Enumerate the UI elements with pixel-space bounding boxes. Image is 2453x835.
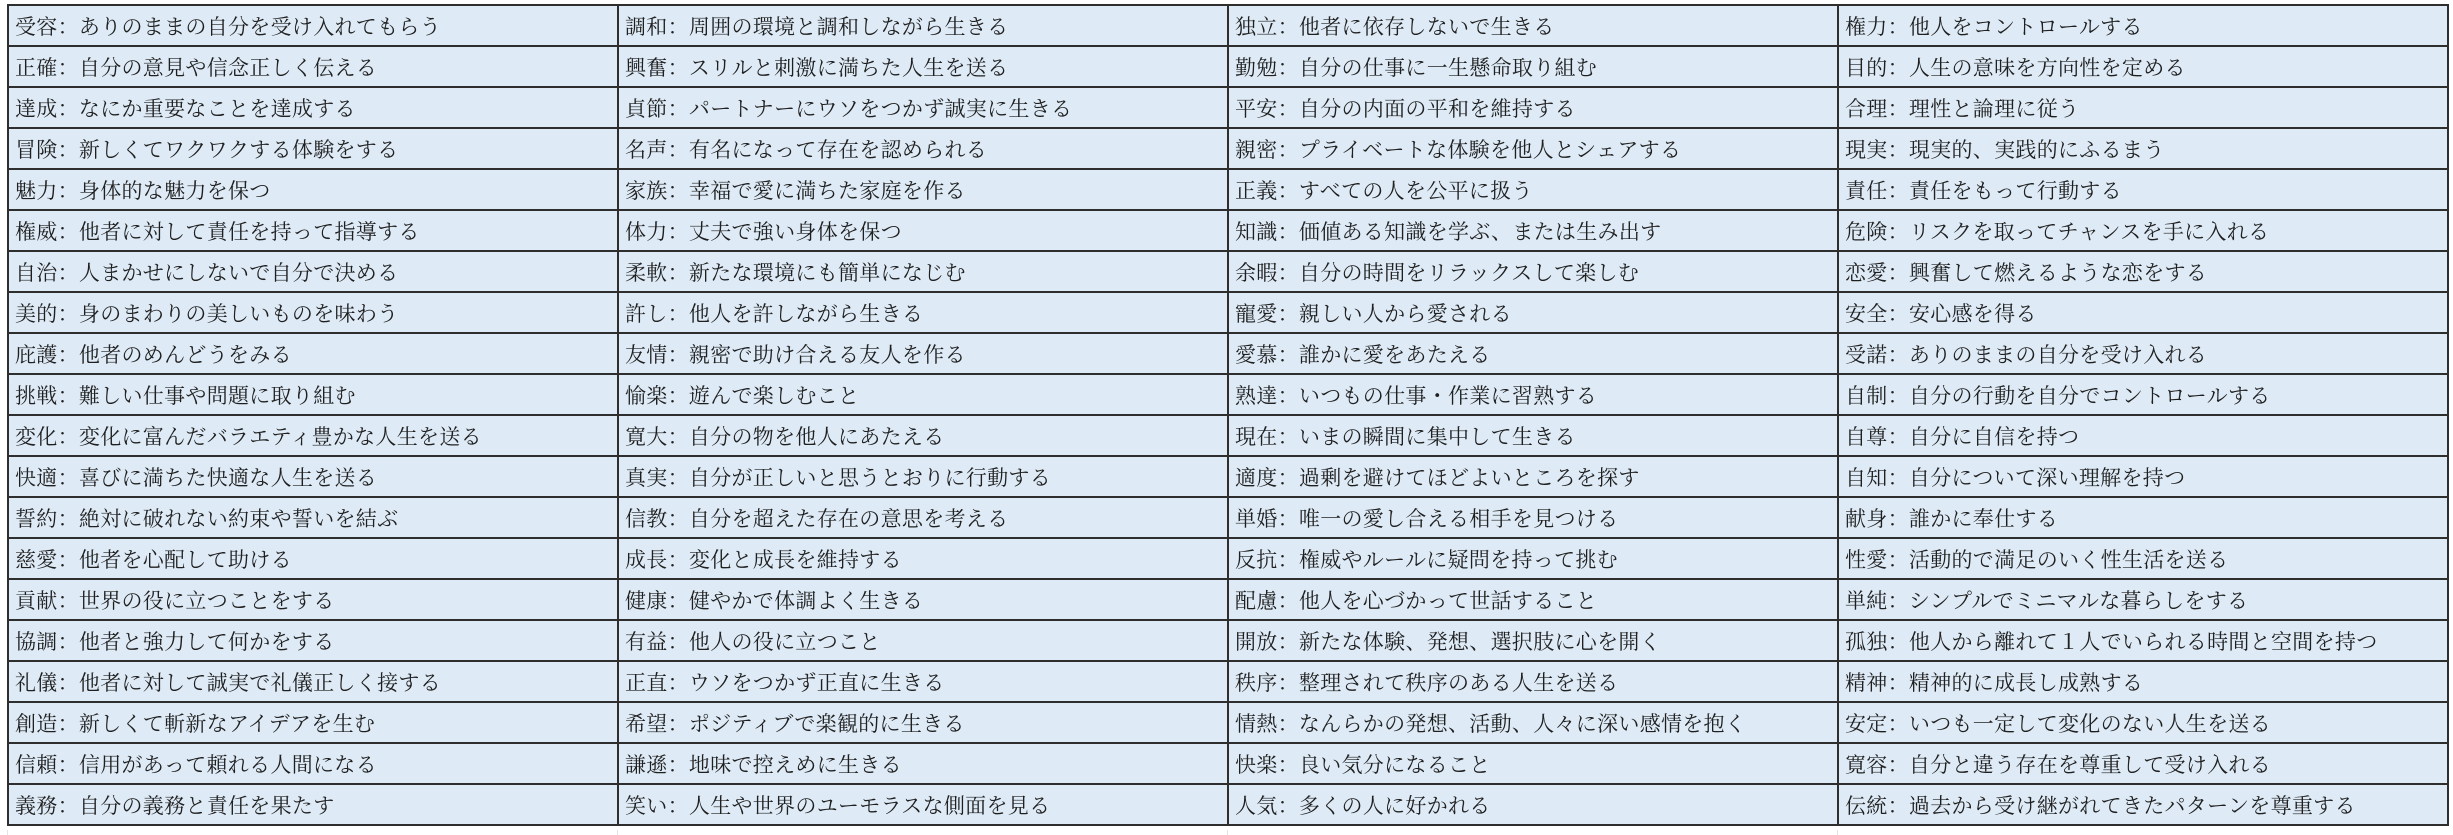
value-cell[interactable]: 熟達：いつもの仕事・作業に習熟する (1228, 374, 1838, 415)
values-table-body (8, 5, 2448, 825)
value-cell[interactable]: 受諾：ありのままの自分を受け入れる (1838, 333, 2448, 374)
value-cell[interactable]: 危険：リスクを取ってチャンスを手に入れる (1838, 210, 2448, 251)
value-cell[interactable]: 貞節：パートナーにウソをつかず誠実に生きる (618, 87, 1228, 128)
value-cell[interactable]: 正直：ウソをつかず正直に生きる (618, 661, 1228, 702)
value-cell[interactable]: 権威：他者に対して責任を持って指導する (8, 210, 618, 251)
value-cell[interactable]: 成長：変化と成長を維持する (618, 538, 1228, 579)
value-cell[interactable]: 自制：自分の行動を自分でコントロールする (1838, 374, 2448, 415)
value-cell[interactable]: 平安：自分の内面の平和を維持する (1228, 87, 1838, 128)
table-row (8, 538, 2448, 579)
value-cell[interactable]: 許し：他人を許しながら生きる (618, 292, 1228, 333)
value-cell[interactable]: 達成：なにか重要なことを達成する (8, 87, 618, 128)
table-row (8, 251, 2448, 292)
table-row (8, 128, 2448, 169)
value-cell[interactable]: 柔軟：新たな環境にも簡単になじむ (618, 251, 1228, 292)
value-cell[interactable]: 安定：いつも一定して変化のない人生を送る (1838, 702, 2448, 743)
value-cell[interactable]: 快楽：良い気分になること (1228, 743, 1838, 784)
value-cell[interactable]: 愛慕：誰かに愛をあたえる (1228, 333, 1838, 374)
values-sheet (7, 4, 2447, 830)
value-cell[interactable]: 慈愛：他者を心配して助ける (8, 538, 618, 579)
value-cell[interactable]: 知識：価値ある知識を学ぶ、または生み出す (1228, 210, 1838, 251)
value-cell[interactable]: 自尊：自分に自信を持つ (1838, 415, 2448, 456)
value-cell[interactable]: 調和：周囲の環境と調和しながら生きる (618, 5, 1228, 46)
value-cell[interactable]: 有益：他人の役に立つこと (618, 620, 1228, 661)
value-cell[interactable]: 人気：多くの人に好かれる (1228, 784, 1838, 825)
table-row (8, 46, 2448, 87)
value-cell[interactable]: 適度：過剰を避けてほどよいところを探す (1228, 456, 1838, 497)
value-cell[interactable]: 貢献：世界の役に立つことをする (8, 579, 618, 620)
value-cell[interactable]: 自知：自分について深い理解を持つ (1838, 456, 2448, 497)
value-cell[interactable]: 快適：喜びに満ちた快適な人生を送る (8, 456, 618, 497)
value-cell[interactable]: 謙遜：地味で控えめに生きる (618, 743, 1228, 784)
value-cell[interactable]: 庇護：他者のめんどうをみる (8, 333, 618, 374)
value-cell[interactable]: 反抗：権威やルールに疑問を持って挑む (1228, 538, 1838, 579)
value-cell[interactable]: 真実：自分が正しいと思うとおりに行動する (618, 456, 1228, 497)
value-cell[interactable]: 家族：幸福で愛に満ちた家庭を作る (618, 169, 1228, 210)
table-row (8, 784, 2448, 825)
value-cell[interactable]: 愉楽：遊んで楽しむこと (618, 374, 1228, 415)
table-row (8, 702, 2448, 743)
value-cell[interactable]: 魅力：身体的な魅力を保つ (8, 169, 618, 210)
value-cell[interactable]: 単純：シンプルでミニマルな暮らしをする (1838, 579, 2448, 620)
table-row (8, 374, 2448, 415)
value-cell[interactable]: 寛容：自分と違う存在を尊重して受け入れる (1838, 743, 2448, 784)
value-cell[interactable]: 精神：精神的に成長し成熟する (1838, 661, 2448, 702)
value-cell[interactable]: 義務：自分の義務と責任を果たす (8, 784, 618, 825)
value-cell[interactable]: 健康：健やかで体調よく生きる (618, 579, 1228, 620)
value-cell[interactable]: 自治：人まかせにしないで自分で決める (8, 251, 618, 292)
value-cell[interactable]: 協調：他者と強力して何かをする (8, 620, 618, 661)
gridline (617, 830, 1227, 835)
gridline (1227, 830, 1837, 835)
table-row (8, 292, 2448, 333)
value-cell[interactable]: 笑い：人生や世界のユーモラスな側面を見る (618, 784, 1228, 825)
value-cell[interactable]: 余暇：自分の時間をリラックスして楽しむ (1228, 251, 1838, 292)
table-row (8, 579, 2448, 620)
value-cell[interactable]: 権力：他人をコントロールする (1838, 5, 2448, 46)
value-cell[interactable]: 情熱：なんらかの発想、活動、人々に深い感情を抱く (1228, 702, 1838, 743)
value-cell[interactable]: 礼儀：他者に対して誠実で礼儀正しく接する (8, 661, 618, 702)
value-cell[interactable]: 信頼：信用があって頼れる人間になる (8, 743, 618, 784)
table-row (8, 87, 2448, 128)
value-cell[interactable]: 友情：親密で助け合える友人を作る (618, 333, 1228, 374)
value-cell[interactable]: 受容：ありのままの自分を受け入れてもらう (8, 5, 618, 46)
value-cell[interactable]: 責任：責任をもって行動する (1838, 169, 2448, 210)
value-cell[interactable]: 正義：すべての人を公平に扱う (1228, 169, 1838, 210)
value-cell[interactable]: 合理：理性と論理に従う (1838, 87, 2448, 128)
table-row (8, 415, 2448, 456)
value-cell[interactable]: 美的：身のまわりの美しいものを味わう (8, 292, 618, 333)
table-row (8, 456, 2448, 497)
value-cell[interactable]: 開放：新たな体験、発想、選択肢に心を開く (1228, 620, 1838, 661)
value-cell[interactable]: 挑戦：難しい仕事や問題に取り組む (8, 374, 618, 415)
value-cell[interactable]: 現在：いまの瞬間に集中して生きる (1228, 415, 1838, 456)
table-row (8, 743, 2448, 784)
value-cell[interactable]: 献身：誰かに奉仕する (1838, 497, 2448, 538)
value-cell[interactable]: 孤独：他人から離れて１人でいられる時間と空間を持つ (1838, 620, 2448, 661)
table-row (8, 620, 2448, 661)
value-cell[interactable]: 冒険：新しくてワクワクする体験をする (8, 128, 618, 169)
table-row (8, 210, 2448, 251)
gridline (7, 830, 617, 835)
value-cell[interactable]: 恋愛：興奮して燃えるような恋をする (1838, 251, 2448, 292)
value-cell[interactable]: 信教：自分を超えた存在の意思を考える (618, 497, 1228, 538)
value-cell[interactable]: 独立：他者に依存しないで生きる (1228, 5, 1838, 46)
table-row (8, 5, 2448, 46)
value-cell[interactable]: 創造：新しくて斬新なアイデアを生む (8, 702, 618, 743)
table-row (8, 661, 2448, 702)
value-cell[interactable]: 名声：有名になって存在を認められる (618, 128, 1228, 169)
value-cell[interactable]: 単婚：唯一の愛し合える相手を見つける (1228, 497, 1838, 538)
value-cell[interactable]: 配慮：他人を心づかって世話すること (1228, 579, 1838, 620)
table-row (8, 333, 2448, 374)
value-cell[interactable]: 親密：プライベートな体験を他人とシェアする (1228, 128, 1838, 169)
value-cell[interactable]: 目的：人生の意味を方向性を定める (1838, 46, 2448, 87)
value-cell[interactable]: 興奮：スリルと刺激に満ちた人生を送る (618, 46, 1228, 87)
value-cell[interactable]: 伝統：過去から受け継がれてきたパターンを尊重する (1838, 784, 2448, 825)
value-cell[interactable]: 誓約：絶対に破れない約束や誓いを結ぶ (8, 497, 618, 538)
table-row (8, 497, 2448, 538)
value-cell[interactable]: 性愛：活動的で満足のいく性生活を送る (1838, 538, 2448, 579)
next-row-gridlines (7, 830, 2447, 835)
value-cell[interactable]: 寛大：自分の物を他人にあたえる (618, 415, 1228, 456)
value-cell[interactable]: 安全：安心感を得る (1838, 292, 2448, 333)
value-cell[interactable]: 寵愛：親しい人から愛される (1228, 292, 1838, 333)
value-cell[interactable]: 秩序：整理されて秩序のある人生を送る (1228, 661, 1838, 702)
value-cell[interactable]: 正確：自分の意見や信念正しく伝える (8, 46, 618, 87)
value-cell[interactable]: 勤勉：自分の仕事に一生懸命取り組む (1228, 46, 1838, 87)
value-cell[interactable]: 現実：現実的、実践的にふるまう (1838, 128, 2448, 169)
values-table (7, 4, 2449, 826)
value-cell[interactable]: 希望：ポジティブで楽観的に生きる (618, 702, 1228, 743)
value-cell[interactable]: 体力：丈夫で強い身体を保つ (618, 210, 1228, 251)
value-cell[interactable]: 変化：変化に富んだバラエティ豊かな人生を送る (8, 415, 618, 456)
gridline (1837, 830, 2447, 835)
table-row (8, 169, 2448, 210)
